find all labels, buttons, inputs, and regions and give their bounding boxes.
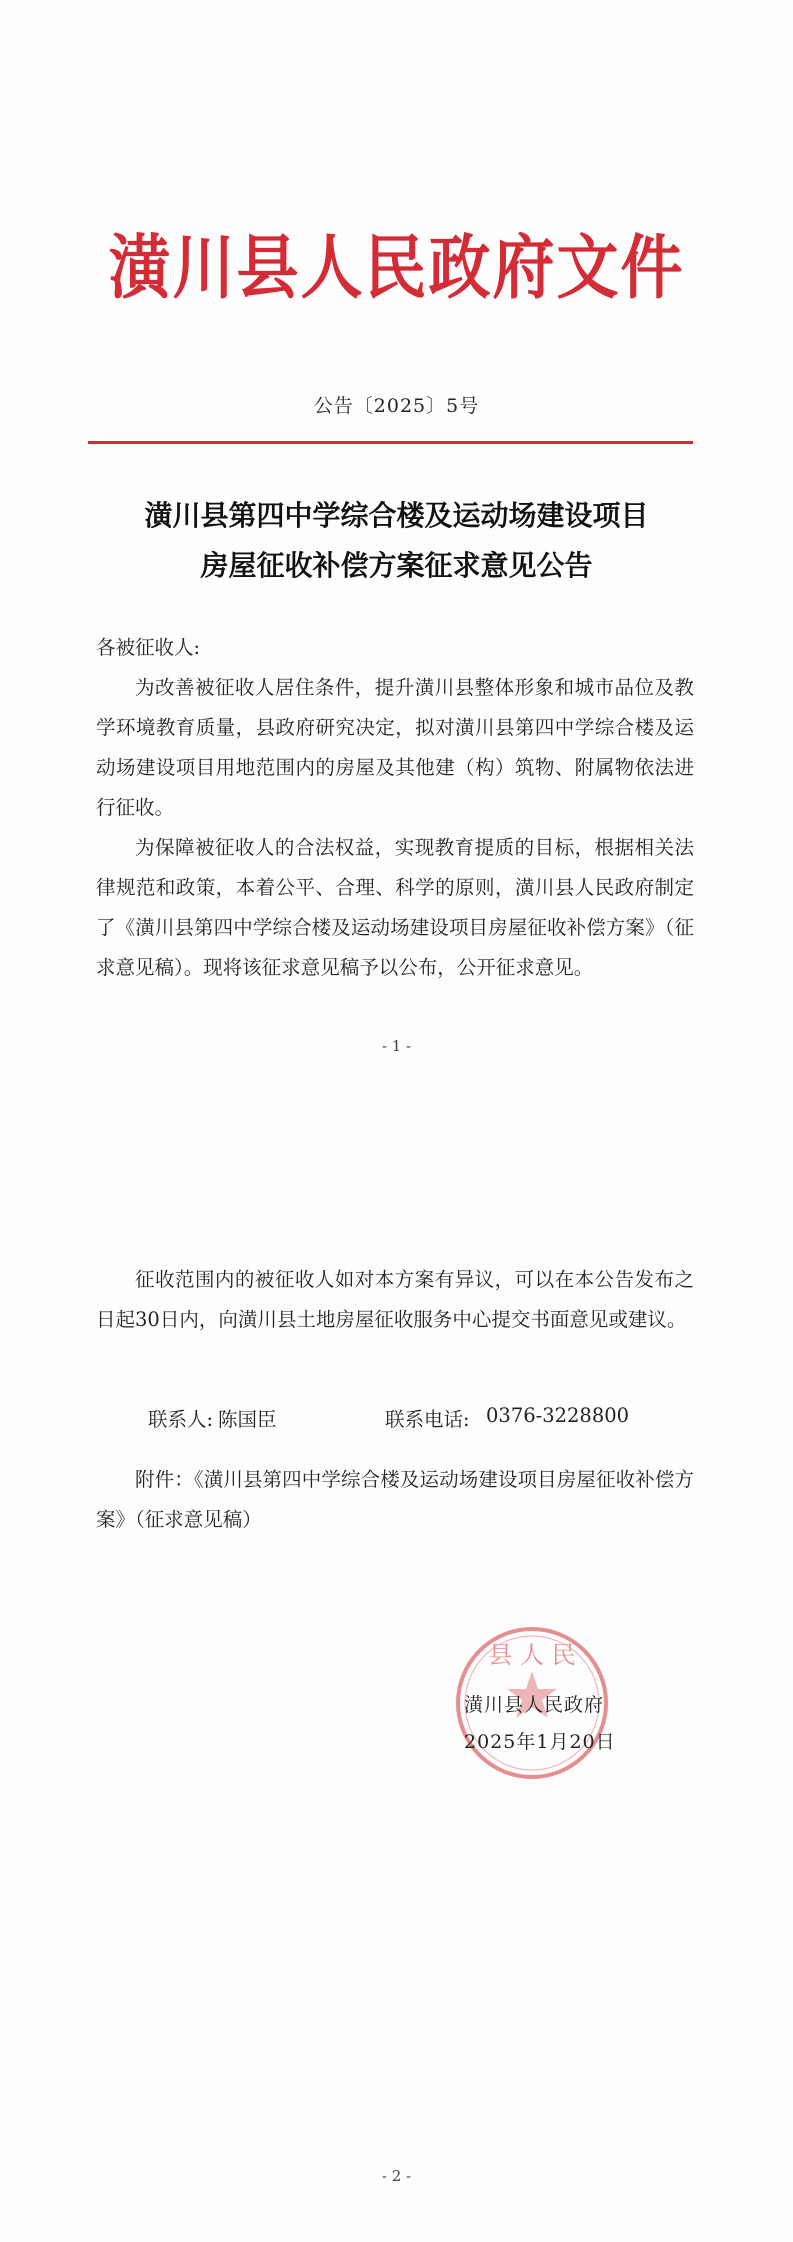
contact-phone-number: 0376-3228800 [486, 1404, 630, 1427]
seal-text: 县 人 民 [488, 1641, 576, 1669]
page-number-1: - 1 - [381, 1037, 412, 1055]
attachment-note: 附件：《潢川县第四中学综合楼及运动场建设项目房屋征收补偿方案》（征求意见稿） [96, 1468, 694, 1531]
salutation: 各被征收人: [96, 636, 201, 659]
page-number-2: - 2 - [381, 2167, 412, 2185]
paragraph-3: 征收范围内的被征收人如对本方案有异议，可以在本公告发布之日起30日内，向潢川县土地房屋征收服务中心提交书面意见或建议。 [96, 1268, 694, 1331]
signature-date: 2025年1月20日 [464, 1731, 616, 1753]
signature-issuer: 潢川县人民政府 [464, 1694, 605, 1716]
title-line-1: 潢川县第四中学综合楼及运动场建设项目 [144, 499, 649, 532]
title-line-2: 房屋征收补偿方案征求意见公告 [200, 549, 593, 582]
contact-person-name: 陈国臣 [218, 1408, 277, 1431]
red-divider [88, 441, 693, 444]
contact-phone-label: 联系电话: [385, 1408, 470, 1431]
contact-person-label: 联系人: [148, 1408, 214, 1431]
document-number: 公告〔2025〕5号 [313, 395, 480, 417]
paragraph-1: 为改善被征收人居住条件，提升潢川县整体形象和城市品位及教学环境教育质量，县政府研究决定，拟对潢川县第四中学综合楼及运动场建设项目用地范围内的房屋及其他建（构）筑物、附属物依法进行征收。 [96, 676, 694, 819]
paragraph-2: 为保障被征收人的合法权益，实现教育提质的目标，根据相关法律规范和政策，本着公平、合理、科学的原则，潢川县人民政府制定了《潢川县第四中学综合楼及运动场建设项目房屋征收补偿方案》（征求意见稿）。现将该征求意见稿予以公布，公开征求意见。 [96, 836, 694, 979]
issuer-header: 潢川县人民政府文件 [108, 226, 685, 309]
